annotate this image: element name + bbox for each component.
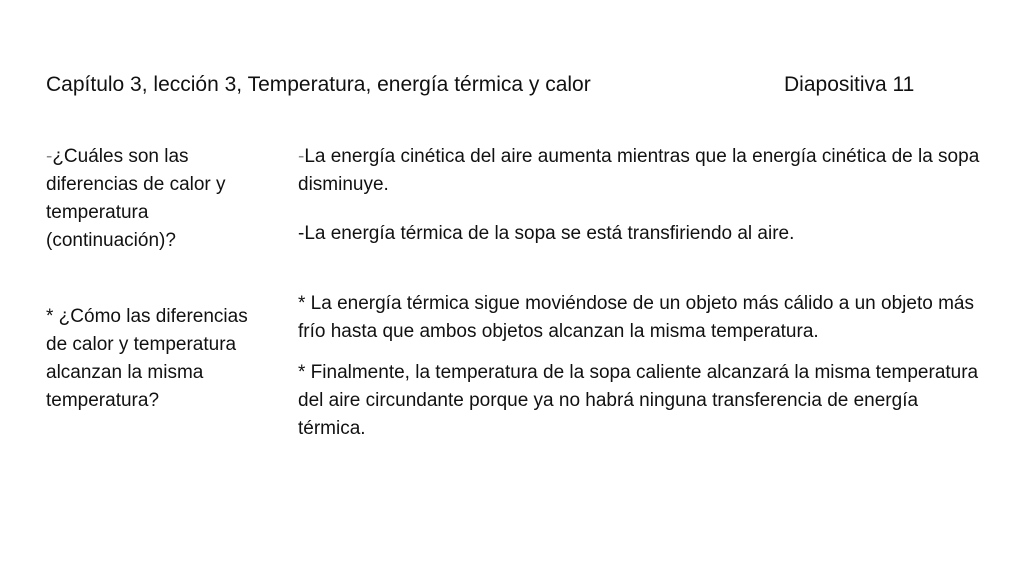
left-column — [46, 143, 266, 415]
slide-number-label: Diapositiva 11 — [784, 73, 915, 96]
paragraph-warmer-to-colder: * La energía térmica sigue moviéndose de un objeto más cálido a un objeto más frío hasta que ambos objetos alcanzan la misma temperatura. — [298, 293, 974, 342]
paragraph-dash: - — [298, 146, 305, 167]
right-column — [298, 143, 988, 443]
slide-title-bar — [46, 70, 1006, 100]
question-same-temperature: * ¿Cómo las diferencias de calor y temperatura alcanzan la misma temperatura? — [46, 306, 248, 411]
paragraph-equilibrium: * Finalmente, la temperatura de la sopa caliente alcanzará la misma temperatura del aire circundante porque ya no habrá ninguna transferencia de energía térmica. — [298, 362, 979, 439]
question-differences — [46, 143, 266, 255]
paragraph-thermal-transfer: -La energía térmica de la sopa se está transfiriendo al aire. — [298, 223, 795, 244]
paragraph-kinetic-energy — [298, 143, 988, 199]
question-dash: - — [46, 146, 53, 167]
paragraph-kinetic-energy-text: La energía cinética del aire aumenta mientras que la energía cinética de la sopa disminuye. — [298, 146, 980, 195]
slide-title: Capítulo 3, lección 3, Temperatura, energía térmica y calor — [46, 73, 591, 96]
question-differences-text: ¿Cuáles son las diferencias de calor y temperatura (continuación)? — [46, 146, 226, 251]
